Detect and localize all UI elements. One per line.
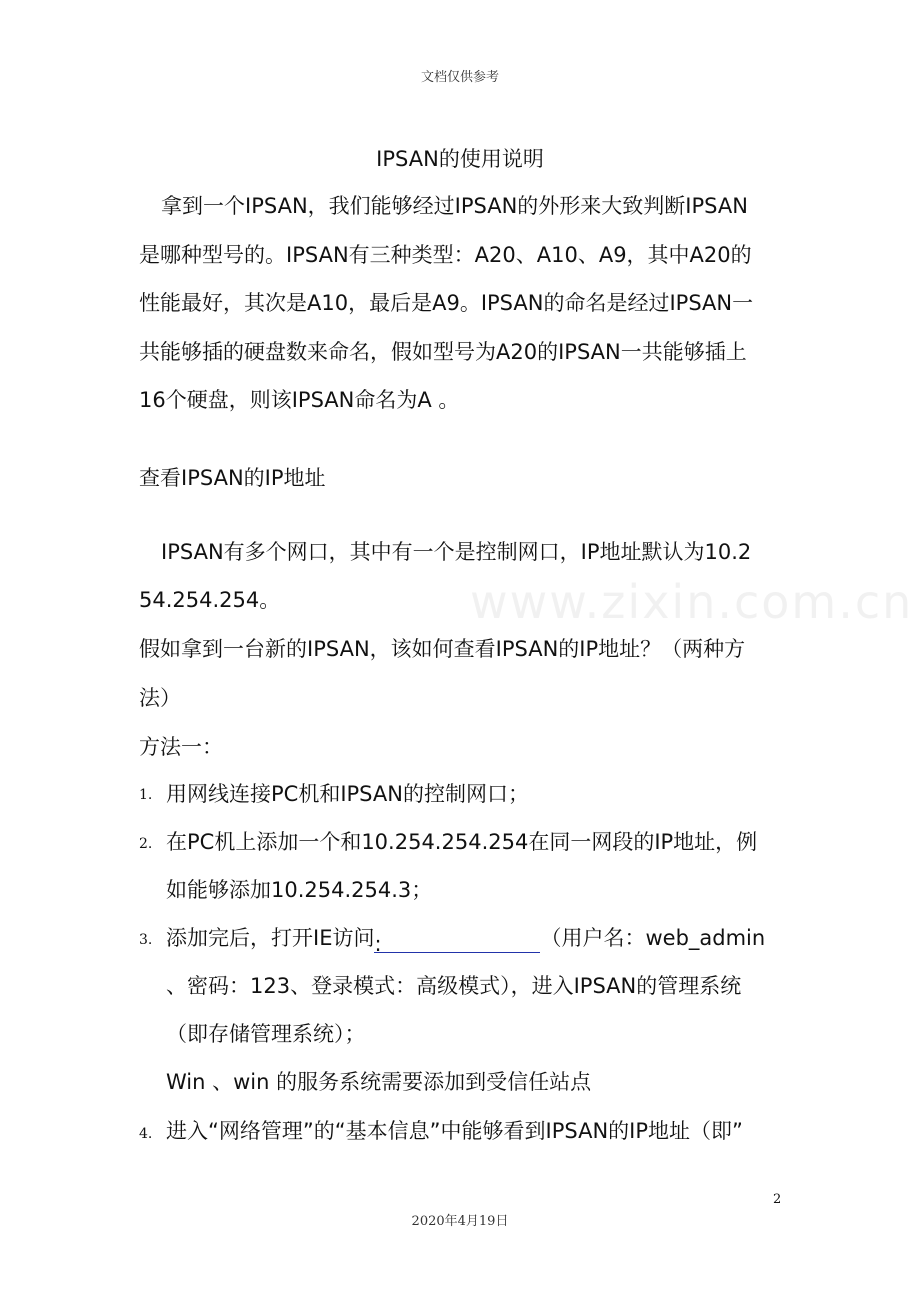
question-line-cont: 法） bbox=[139, 686, 181, 710]
step-text-cont: （即存储管理系统）； bbox=[166, 1022, 366, 1046]
ip-default-line: IPSAN有多个网口，其中有一个是控制网口，IP地址默认为10.2 bbox=[161, 540, 752, 564]
document-title: IPSAN的使用说明 bbox=[376, 147, 544, 171]
intro-line: 16个硬盘，则该IPSAN命名为A 。 bbox=[139, 388, 460, 413]
ip-default-line-cont: 54.254.254。 bbox=[139, 588, 281, 612]
intro-line: 是哪种型号的。IPSAN有三种类型：A20、A10、A9，其中A20的 bbox=[139, 242, 752, 267]
step-number: 2. bbox=[139, 836, 153, 852]
step-text-before-link: 添加完后，打开IE访问 bbox=[166, 926, 375, 950]
watermark: www.zixin.com.cn bbox=[470, 575, 914, 629]
step-text-cont: 、密码：123、登录模式：高级模式），进入IPSAN的管理系统 bbox=[166, 974, 742, 998]
page-header: 文档仅供参考 bbox=[420, 70, 499, 85]
step-number: 3. bbox=[139, 932, 153, 948]
intro-line: 拿到一个IPSAN，我们能够经过IPSAN的外形来大致判断IPSAN bbox=[161, 194, 748, 218]
method-label: 方法一： bbox=[139, 735, 223, 759]
step-number: 1. bbox=[139, 787, 153, 803]
step-text: 进入“网络管理”的“基本信息”中能够看到IPSAN的IP地址（即” bbox=[166, 1119, 743, 1143]
step-text-after-link: （用户名：web_admin bbox=[540, 926, 766, 950]
step-text: 用网线连接PC机和IPSAN的控制网口； bbox=[166, 782, 529, 806]
step-number: 4. bbox=[139, 1126, 153, 1142]
question-line: 假如拿到一台新的IPSAN，该如何查看IPSAN的IP地址？（两种方 bbox=[139, 637, 746, 661]
intro-line: 共能够插的硬盘数来命名，假如型号为A20的IPSAN一共能够插上 bbox=[139, 339, 747, 364]
page-number: 2 bbox=[773, 1192, 782, 1207]
step-note: Win 、win 的服务系统需要添加到受信任站点 bbox=[166, 1070, 592, 1094]
intro-line: 性能最好，其次是A10，最后是A9。IPSAN的命名是经过IPSAN一 bbox=[139, 291, 754, 316]
step-text: 在PC机上添加一个和10.254.254.254在同一网段的IP地址，例 bbox=[166, 830, 758, 854]
page-footer-date: 2020年4月19日 bbox=[411, 1214, 509, 1229]
login-url-link[interactable]: : bbox=[374, 932, 540, 953]
section-heading: 查看IPSAN的IP地址 bbox=[139, 466, 326, 490]
intro-paragraph bbox=[139, 182, 781, 425]
step-text bbox=[166, 922, 766, 956]
step-text-cont: 如能够添加10.254.254.3； bbox=[166, 878, 433, 902]
